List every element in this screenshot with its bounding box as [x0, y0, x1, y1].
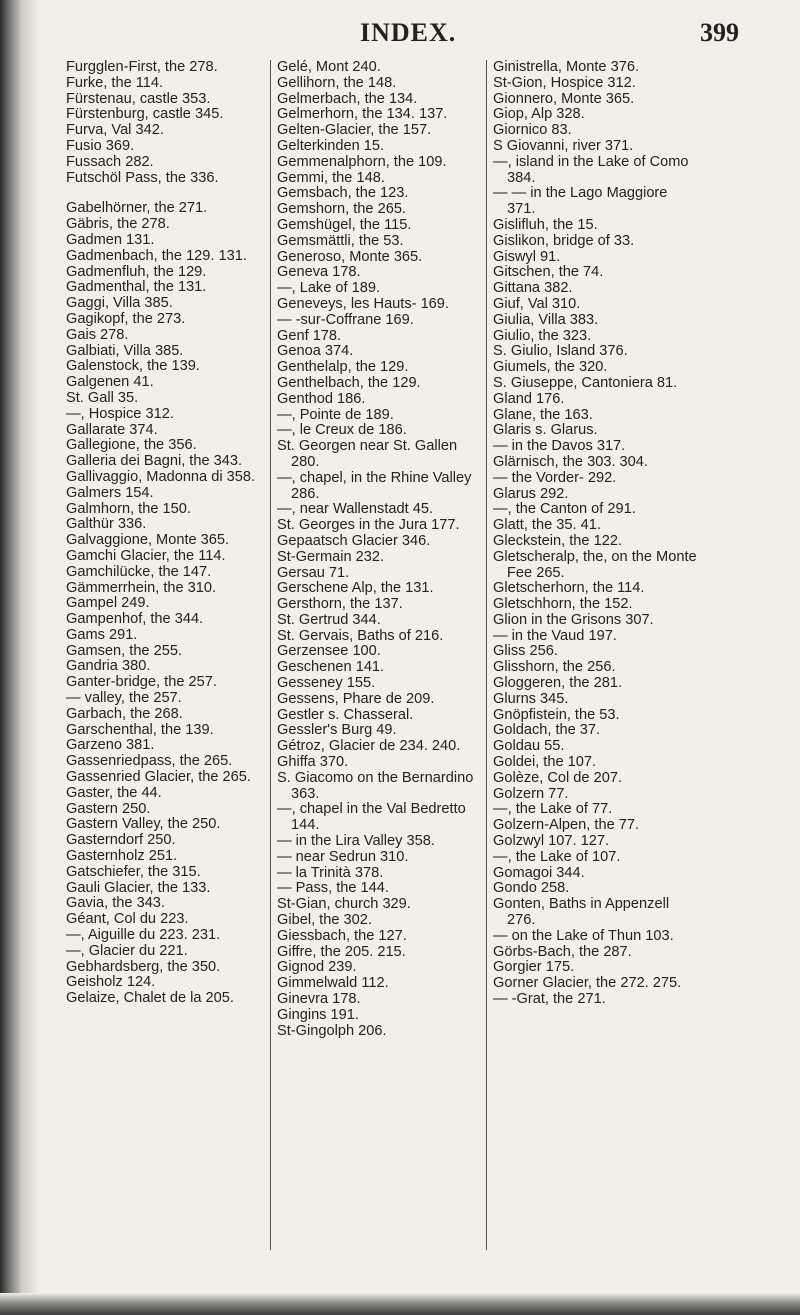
index-entry: Garschenthal, the 139.: [66, 721, 214, 738]
index-entry: Ghiffa 370.: [277, 754, 349, 771]
index-entry: Gämmerrhein, the 310.: [66, 579, 217, 596]
index-entry: Gomagoi 344.: [493, 864, 585, 881]
index-entry: Gelten-Glacier, the 157.: [277, 122, 432, 139]
index-entry: Gletscherhorn, the 114.: [493, 580, 645, 597]
index-entry: Gignod 239.: [277, 959, 357, 976]
index-entry: Ginevra 178.: [277, 991, 361, 1008]
index-entry: Giessbach, the 127.: [277, 927, 407, 944]
index-entry: Ginistrella, Monte 376.: [493, 59, 640, 75]
index-entry: Gersau 71.: [277, 564, 350, 581]
index-entry: Geneva 178.: [277, 264, 361, 281]
index-entry: Gallegione, the 356.: [66, 437, 197, 454]
index-entry: —, chapel, in the Rhine Valley 286.: [277, 469, 472, 502]
index-entry: — in the Lira Valley 358.: [277, 833, 435, 850]
index-entry: —, the Canton of 291.: [493, 501, 636, 518]
index-column-3: [486, 60, 697, 1250]
index-entry: Giulia, Villa 383.: [493, 311, 599, 328]
index-entry: Gétroz, Glacier de 234. 240.: [277, 738, 461, 755]
index-entry: Gemsbach, the 123.: [277, 185, 409, 202]
index-entry: Gelaize, Chalet de la 205.: [66, 990, 234, 1007]
index-entry: Gingins 191.: [277, 1006, 359, 1023]
index-entry: Goldach, the 37.: [493, 722, 601, 739]
index-entry: Golzwyl 107. 127.: [493, 833, 610, 850]
index-column-2: [270, 60, 479, 1250]
index-entry: Gletscheralp, the, on the Monte Fee 265.: [493, 548, 697, 581]
index-entry: Galenstock, the 139.: [66, 358, 200, 375]
index-entry: Gestler s. Chasseral.: [277, 706, 414, 723]
page-bottom-edge: [0, 1293, 800, 1315]
index-entry: Gitschen, the 74.: [493, 264, 604, 281]
index-entry: Gandria 380.: [66, 658, 151, 675]
index-entry: Gelmerhorn, the 134. 137.: [277, 106, 448, 123]
index-entry: Gellihorn, the 148.: [277, 74, 397, 91]
index-entry: St-Gingolph 206.: [277, 1022, 387, 1039]
index-entry: Glane, the 163.: [493, 406, 593, 423]
index-entry: Glurns 345.: [493, 690, 569, 707]
index-entry: Furgglen-First, the 278.: [66, 59, 218, 75]
index-entry: Gassenried Glacier, the 265.: [66, 769, 251, 786]
index-entry: Giop, Alp 328.: [493, 106, 585, 123]
index-entry: Giffre, the 205. 215.: [277, 943, 406, 960]
index-entry: Gonten, Baths in Appenzell 276.: [493, 896, 670, 929]
index-entry: Gerzensee 100.: [277, 643, 381, 660]
index-entry: Gland 176.: [493, 390, 565, 407]
index-entry: Generoso, Monte 365.: [277, 248, 423, 265]
index-columns: [66, 60, 780, 1280]
index-entry: Gelmerbach, the 134.: [277, 90, 418, 107]
index-entry: Gallarate 374.: [66, 421, 158, 438]
index-entry: Garzeno 381.: [66, 737, 155, 754]
index-entry: St. Gertrud 344.: [277, 611, 381, 628]
index-entry: —, chapel in the Val Bedretto 144.: [277, 801, 466, 834]
index-entry: St-Gion, Hospice 312.: [493, 74, 636, 91]
index-entry: Gamchilücke, the 147.: [66, 563, 212, 580]
index-entry: Giswyl 91.: [493, 248, 561, 265]
index-entry: Gemmenalphorn, the 109.: [277, 153, 447, 170]
index-entry: Genf 178.: [277, 327, 342, 344]
index-entry: Gemshorn, the 265.: [277, 201, 406, 218]
index-entry: Gislikon, bridge of 33.: [493, 232, 635, 249]
index-entry: St. Georges in the Jura 177.: [277, 517, 460, 534]
index-entry: Gibel, the 302.: [277, 912, 372, 929]
index-entry: Furke, the 114.: [66, 74, 164, 91]
index-entry: Giuf, Val 310.: [493, 295, 581, 312]
index-entry: Gebhardsberg, the 350.: [66, 958, 221, 975]
index-entry: Gadmenfluh, the 129.: [66, 263, 207, 280]
index-entry: Gais 278.: [66, 326, 129, 343]
index-entry: Gessens, Phare de 209.: [277, 690, 435, 707]
index-entry: —, Aiguille du 223. 231.: [66, 927, 221, 944]
index-entry: Gemsmättli, the 53.: [277, 232, 404, 249]
index-entry: Goldau 55.: [493, 738, 565, 755]
index-entry: Glatt, the 35. 41.: [493, 517, 601, 534]
index-entry: Gaster, the 44.: [66, 784, 162, 801]
index-entry: —, near Wallenstadt 45.: [277, 501, 434, 518]
index-entry: — Pass, the 144.: [277, 880, 389, 897]
index-entry: Galmhorn, the 150.: [66, 500, 191, 517]
index-entry: Görbs-Bach, the 287.: [493, 943, 632, 960]
index-entry: Genthelbach, the 129.: [277, 374, 421, 391]
index-entry: Genthelalp, the 129.: [277, 359, 409, 376]
index-entry: Gittana 382.: [493, 280, 573, 297]
index-entry: Gloggeren, the 281.: [493, 675, 623, 692]
index-entry: Gams 291.: [66, 626, 138, 643]
index-entry: — la Trinità 378.: [277, 864, 384, 881]
index-entry: Gorgier 175.: [493, 959, 575, 976]
index-entry: St. Gall 35.: [66, 389, 139, 406]
index-entry: — the Vorder- 292.: [493, 469, 617, 486]
index-entry: Gorner Glacier, the 272. 275.: [493, 975, 682, 992]
index-entry: St-Germain 232.: [277, 548, 385, 565]
index-entry: Gesseney 155.: [277, 675, 376, 692]
index-entry: Gessler's Burg 49.: [277, 722, 397, 739]
index-entry: Gislifluh, the 15.: [493, 216, 598, 233]
index-entry: Futschöl Pass, the 336.: [66, 169, 219, 186]
index-entry: Gimmelwald 112.: [277, 975, 389, 992]
index-entry: Galvaggione, Monte 365.: [66, 532, 230, 549]
index-entry: Gasterndorf 250.: [66, 832, 176, 849]
index-entry: — near Sedrun 310.: [277, 848, 409, 865]
index-entry: —, island in the Lake of Como 384.: [493, 153, 689, 186]
index-entry: —, Lake of 189.: [277, 280, 381, 297]
index-entry: Fürstenburg, castle 345.: [66, 106, 224, 123]
index-entry: Gerschene Alp, the 131.: [277, 580, 434, 597]
index-entry: Galbiati, Villa 385.: [66, 342, 184, 359]
index-entry: Gletschhorn, the 152.: [493, 596, 633, 613]
index-entry: Geneveys, les Hauts- 169.: [277, 295, 449, 312]
index-entry: Gavia, the 343.: [66, 895, 165, 912]
index-entry: Genthod 186.: [277, 390, 366, 407]
index-entry: Galgenen 41.: [66, 374, 154, 391]
index-entry: Gnöpfistein, the 53.: [493, 706, 620, 723]
index-entry: Furva, Val 342.: [66, 122, 164, 139]
index-entry: Gepaatsch Glacier 346.: [277, 532, 431, 549]
index-entry: Gadmen 131.: [66, 231, 155, 248]
index-entry: Gampel 249.: [66, 595, 150, 612]
index-entry: Giornico 83.: [493, 122, 572, 139]
index-entry: Goldei, the 107.: [493, 754, 597, 771]
index-entry: Gelterkinden 15.: [277, 137, 385, 154]
index-entry: —, le Creux de 186.: [277, 422, 407, 439]
index-entry: Gadmenthal, the 131.: [66, 279, 207, 296]
index-entry: — -sur-Coffrane 169.: [277, 311, 414, 328]
index-entry: Gionnero, Monte 365.: [493, 90, 635, 107]
index-entry: Gastern 250.: [66, 800, 151, 817]
index-entry: Glaris s. Glarus.: [493, 422, 598, 439]
index-entry: Geisholz 124.: [66, 974, 156, 991]
index-entry: — on the Lake of Thun 103.: [493, 927, 674, 944]
index-entry: Glarus 292.: [493, 485, 569, 502]
index-entry: Gäbris, the 278.: [66, 216, 170, 233]
index-entry: Gaggi, Villa 385.: [66, 295, 173, 312]
index-entry: Glärnisch, the 303. 304.: [493, 453, 648, 470]
index-entry: Golzern-Alpen, the 77.: [493, 817, 640, 834]
index-column-1: [66, 60, 260, 1250]
index-entry: Gasternholz 251.: [66, 848, 178, 865]
index-entry: Gastern Valley, the 250.: [66, 816, 221, 833]
index-entry: Gleckstein, the 122.: [493, 532, 622, 549]
index-entry: Galmers 154.: [66, 484, 154, 501]
index-entry: Géant, Col du 223.: [66, 911, 189, 928]
index-entry: —, Glacier du 221.: [66, 942, 188, 959]
index-entry: Fürstenau, castle 353.: [66, 90, 211, 107]
index-entry: Gassenriedpass, the 265.: [66, 753, 233, 770]
index-entry: Gondo 258.: [493, 880, 570, 897]
index-entry: S. Giulio, Island 376.: [493, 343, 628, 360]
index-entry: Gauli Glacier, the 133.: [66, 879, 211, 896]
index-entry: Geschenen 141.: [277, 659, 385, 676]
index-entry: Gampenhof, the 344.: [66, 611, 204, 628]
index-entry: S Giovanni, river 371.: [493, 137, 634, 154]
index-entry: Genoa 374.: [277, 343, 354, 360]
index-entry: Gelé, Mont 240.: [277, 59, 381, 75]
index-entry: Galleria dei Bagni, the 343.: [66, 453, 243, 470]
index-entry: Giulio, the 323.: [493, 327, 592, 344]
index-entry: — valley, the 257.: [66, 690, 182, 707]
index-entry: Gemmi, the 148.: [277, 169, 385, 186]
index-entry: Glion in the Grisons 307.: [493, 611, 654, 628]
index-entry: Gallivaggio, Madonna di 358.: [66, 468, 256, 485]
index-entry: — -Grat, the 271.: [493, 991, 606, 1008]
index-entry: — in the Davos 317.: [493, 438, 626, 455]
book-spine-shadow: [0, 0, 40, 1315]
index-entry: Gliss 256.: [493, 643, 558, 660]
index-entry: Fussach 282.: [66, 153, 154, 170]
index-entry: —, the Lake of 107.: [493, 848, 621, 865]
page-header: [0, 12, 800, 52]
index-entry: —, Hospice 312.: [66, 405, 174, 422]
index-entry: Golèze, Col de 207.: [493, 769, 622, 786]
index-entry: St. Gervais, Baths of 216.: [277, 627, 444, 644]
index-entry: Gamchi Glacier, the 114.: [66, 547, 226, 564]
index-entry: Glisshorn, the 256.: [493, 659, 616, 676]
index-entry: Garbach, the 268.: [66, 705, 183, 722]
index-entry: S. Giuseppe, Cantoniera 81.: [493, 374, 678, 391]
index-entry: —, the Lake of 77.: [493, 801, 613, 818]
index-entry: St-Gian, church 329.: [277, 896, 411, 913]
index-entry: —, Pointe de 189.: [277, 406, 394, 423]
index-entry: St. Georgen near St. Gallen 280.: [277, 438, 458, 470]
index-entry: Gersthorn, the 137.: [277, 596, 403, 613]
index-entry: Gabelhörner, the 271.: [66, 200, 208, 217]
index-entry: — in the Vaud 197.: [493, 627, 617, 644]
index-entry: Ganter-bridge, the 257.: [66, 674, 217, 691]
page-number: 399: [700, 18, 739, 47]
index-entry: — — in the Lago Maggiore 371.: [493, 185, 668, 218]
index-entry: Giumels, the 320.: [493, 359, 608, 376]
index-entry: Golzern 77.: [493, 785, 569, 802]
index-entry: S. Giacomo on the Bernardino 363.: [277, 769, 474, 802]
index-entry: Gagikopf, the 273.: [66, 310, 186, 327]
index-entry: Gamsen, the 255.: [66, 642, 183, 659]
index-entry: Gatschiefer, the 315.: [66, 863, 201, 880]
index-entry: Fusio 369.: [66, 137, 135, 154]
running-title: INDEX.: [360, 18, 457, 47]
index-entry: Gadmenbach, the 129. 131.: [66, 247, 247, 264]
index-entry: Gemshügel, the 115.: [277, 216, 412, 233]
index-entry: Galthür 336.: [66, 516, 147, 533]
